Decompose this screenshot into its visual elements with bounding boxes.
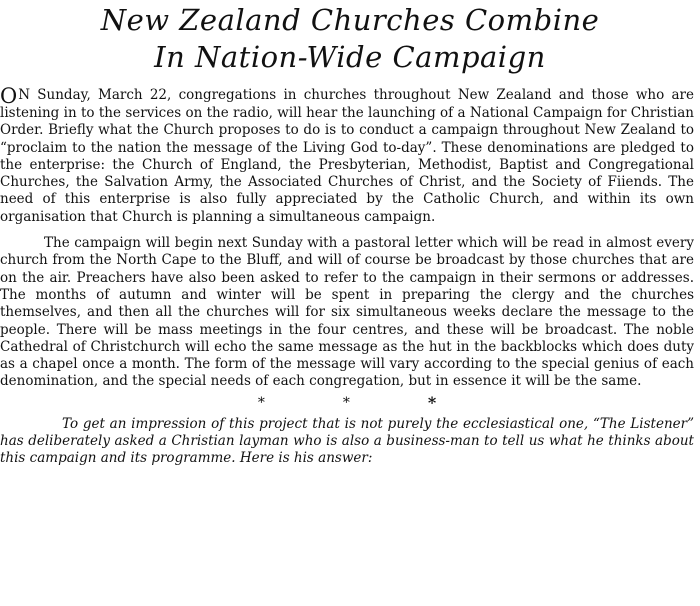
paragraph-1-text: N Sunday, March 22, congregations in churches throughout New Zealand and those who are listening in to the services on the radio, will hear the launching of a National Campaign for Christian Order. Briefly what the Church proposes to do is to conduct a campaign throughout New Zealand to “proclaim to the nation the message of the Living God to-day”. These denominations are pledged to the enterprise: the Church of England, the Presbyterian, Methodist, Baptist and Congregational Churches, the Salvation Army, the Associated Churches of Christ, and the Society of Fiiends. The need of this enterprise is also fully appreciated by the Catholic Church, and within its own organisation that Church is planning a simultaneous campaign. (0, 87, 694, 225)
separator-star-1: * (257, 394, 265, 411)
headline-line-2: In Nation-Wide Campaign (154, 40, 546, 74)
paragraph-1 (0, 84, 694, 226)
article-body (0, 84, 694, 468)
headline (0, 2, 700, 76)
headline-line-1: New Zealand Churches Combine (100, 3, 600, 37)
separator-star-3: * (427, 392, 437, 412)
paragraph-2: The campaign will begin next Sunday with a pastoral letter which will be read in almost every church from the North Cape to the Bluff, and will of course be broadcast by those churches that are on the air. Preachers have also been asked to refer to the campaign in their sermons or addresses. The months of autumn and winter will be spent in preparing the clergy and the churches themselves, and then all the churches will for six simultaneous weeks declare the message to the people. There will be mass meetings in the four centres, and these will be broadcast. The noble Cathedral of Christchurch will echo the same message as the hut in the backblocks which does duty as a chapel once a month. The form of the message will vary according to the special genius of each denomination, and the special needs of each congregation, but in essence it will be the same. (0, 235, 694, 390)
drop-cap: O (0, 84, 18, 108)
separator-star-2: * (342, 394, 350, 411)
editorial-intro: To get an impression of this project that is not purely the ecclesiastical one, “The Listener” has deliberately asked a Christian layman who is also a business-man to tell us what he thinks about this campaign and its programme. Here is his answer: (0, 415, 694, 467)
section-separator (0, 394, 694, 412)
